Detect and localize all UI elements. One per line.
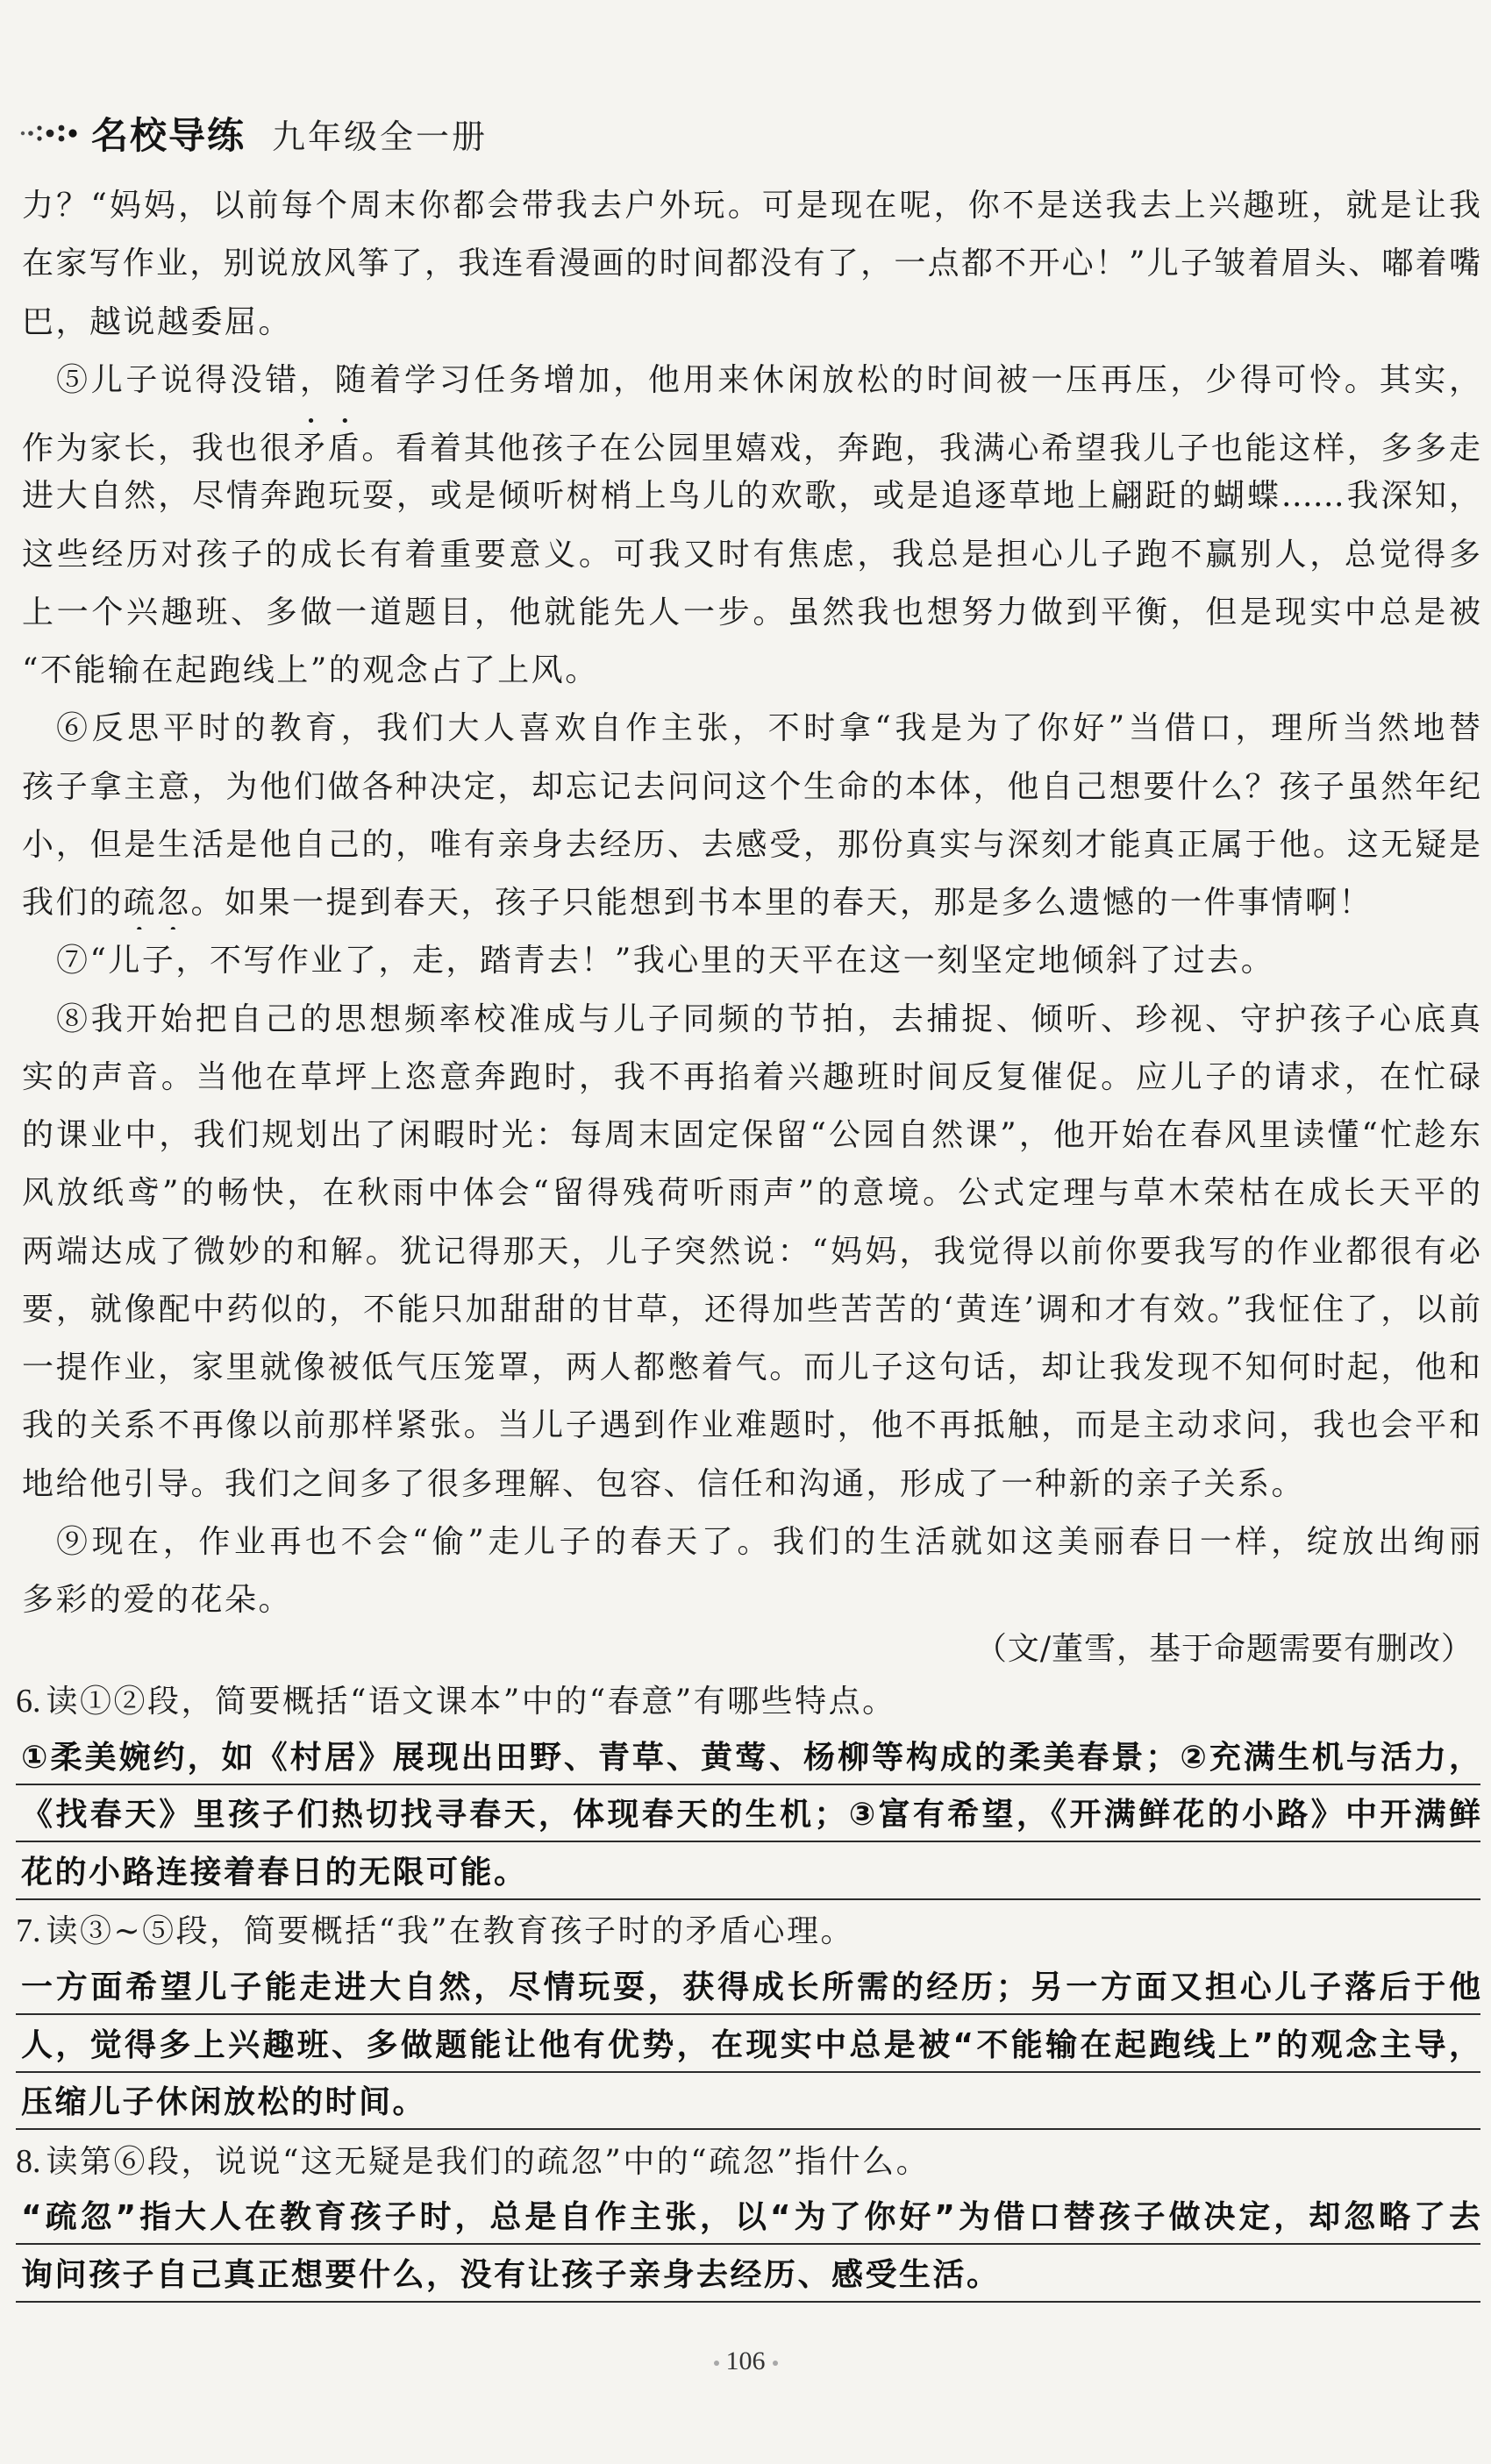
article-line: 风放纸鸢”的畅快，在秋雨中体会“留得残荷听雨声”的意境。公式定理与草木荣枯在成长天平的 — [22, 1175, 1480, 1211]
article-line: ⑥反思平时的教育，我们大人喜欢自作主张，不时拿“我是为了你好”当借口，理所当然地替 — [56, 710, 1480, 746]
answer-line: 询问孩子自己真正想要什么，没有让孩子亲身去经历、感受生活。 — [16, 2250, 1480, 2303]
line-text: 。如果一提到春天，孩子只能想到书本里的春天，那是多么遗憾的一件事情啊！ — [190, 885, 1373, 921]
source-citation: （文/董雪，基于命题需要有删改） — [974, 1631, 1473, 1667]
article-line: “不能输在起跑线上”的观念占了上风。 — [22, 652, 599, 688]
article-line: 巴，越说越委屈。 — [22, 304, 293, 340]
answer-line: 人，觉得多上兴趣班、多做题能让他有优势，在现实中总是被“不能输在起跑线上”的观念主导， — [16, 2020, 1480, 2073]
answer-line: ①柔美婉约，如《村居》展现出田野、青草、黄莺、杨柳等构成的柔美春景；②充满生机与活力， — [16, 1733, 1480, 1785]
article-line: 我的关系不再像以前那样紧张。当儿子遇到作业难题时，他不再抵触，而是主动求问，我也会平和 — [22, 1407, 1480, 1443]
page-number — [0, 2335, 1491, 2388]
article-line: ⑤儿子说得没错，随着学习任务增加，他用来休闲放松的时间被一压再压，少得可怜。其实， — [56, 362, 1480, 398]
article-line: 进大自然，尽情奔跑玩耍，或是倾听树梢上鸟儿的欢歌，或是追逐草地上翩跹的蝴蝶……我深知， — [22, 478, 1480, 514]
question-number: 8. — [16, 2143, 41, 2180]
article-line: 地给他引导。我们之间多了很多理解、包容、信任和沟通，形成了一种新的亲子关系。 — [22, 1466, 1306, 1502]
answer-line: “疏忽”指大人在教育孩子时，总是自作主张，以“为了你好”为借口替孩子做决定，却忽略了去 — [16, 2192, 1480, 2245]
question-prompt — [16, 1675, 1480, 1727]
question-number: 6. — [16, 1683, 41, 1720]
article-line: ⑧我开始把自己的思想频率校准成与儿子同频的节拍，去捕捉、倾听、珍视、守护孩子心底真 — [56, 1001, 1480, 1037]
question-prompt — [16, 1905, 1480, 1957]
series-title: 名校导练 — [91, 114, 246, 157]
article-line: 的课业中，我们规划出了闲暇时光：每周末固定保留“公园自然课”，他开始在春风里读懂“忙趁东 — [22, 1117, 1480, 1153]
question-text: 读①②段，简要概括“语文课本”中的“春意”有哪些特点。 — [46, 1684, 896, 1720]
line-text: 我们的 — [22, 885, 124, 921]
article-line — [22, 877, 1480, 929]
grade-label: 九年级全一册 — [272, 117, 489, 156]
article-line: 小，但是生活是他自己的，唯有亲身去经历、去感受，那份真实与深刻才能真正属于他。这无疑是 — [22, 827, 1480, 863]
article-line: 一提作业，家里就像被低气压笼罩，两人都憋着气。而儿子这句话，却让我发现不知何时起，他和 — [22, 1350, 1480, 1385]
question-number: 7. — [16, 1912, 41, 1949]
line-text: 。看着其他孩子在公园里嬉戏，奔跑，我满心希望我儿子也能这样，多多走 — [361, 431, 1480, 465]
page-number-text: 106 — [725, 2346, 766, 2375]
article-line — [22, 412, 1480, 465]
line-text: 作为家长，我也很 — [22, 431, 294, 465]
article-line: ⑦“儿子，不写作业了，走，踏青去！”我心里的天平在这一刻坚定地倾斜了过去。 — [56, 943, 1275, 979]
emphasis-text: 疏忽 — [123, 885, 191, 921]
article-line: ⑨现在，作业再也不会“偷”走儿子的春天了。我们的生活就如这美丽春日一样，绽放出绚丽 — [56, 1524, 1480, 1560]
question-prompt — [16, 2135, 1480, 2188]
article-line: 这些经历对孩子的成长有着重要意义。可我又时有焦虑，我总是担心儿子跑不赢别人，总觉得多 — [22, 537, 1480, 573]
article-line: 实的声音。当他在草坪上恣意奔跑时，我不再掐着兴趣班时间反复催促。应儿子的请求，在忙碌 — [22, 1059, 1480, 1095]
answer-line: 压缩儿子休闲放松的时间。 — [16, 2077, 1480, 2130]
page-header — [19, 107, 488, 160]
article-line: 力？“妈妈，以前每个周末你都会带我去户外玩。可是现在呢，你不是送我去上兴趣班，就是让我 — [22, 188, 1480, 224]
article-line: 在家写作业，别说放风筝了，我连看漫画的时间都没有了，一点都不开心！”儿子皱着眉头、嘟着嘴 — [22, 246, 1480, 281]
question-text: 读③~⑤段，简要概括“我”在教育孩子时的矛盾心理。 — [46, 1913, 854, 1949]
article-line: 孩子拿主意，为他们做各种决定，却忘记去问问这个生命的本体，他自己想要什么？孩子虽然年纪 — [22, 769, 1480, 805]
article-line: 两端达成了微妙的和解。犹记得那天，儿子突然说：“妈妈，我觉得以前你要我写的作业都很有必 — [22, 1234, 1480, 1270]
dots-icon — [19, 120, 81, 146]
article-line: 要，就像配中药似的，不能只加甜甜的甘草，还得加些苦苦的‘黄连’调和才有效。”我怔住了，以前 — [22, 1292, 1480, 1328]
answer-line: 花的小路连接着春日的无限可能。 — [16, 1848, 1480, 1900]
answer-line: 《找春天》里孩子们热切找寻春天，体现春天的生机；③富有希望，《开满鲜花的小路》中开满鲜 — [16, 1790, 1480, 1842]
article-line: 上一个兴趣班、多做一道题目，他就能先人一步。虽然我也想努力做到平衡，但是现实中总是被 — [22, 595, 1480, 630]
answer-line: 一方面希望儿子能走进大自然，尽情玩耍，获得成长所需的经历；另一方面又担心儿子落后于他 — [16, 1962, 1480, 2015]
emphasis-text: 矛盾 — [293, 431, 362, 465]
question-text: 读第⑥段，说说“这无疑是我们的疏忽”中的“疏忽”指什么。 — [46, 2144, 931, 2180]
article-line: 多彩的爱的花朵。 — [22, 1582, 293, 1618]
